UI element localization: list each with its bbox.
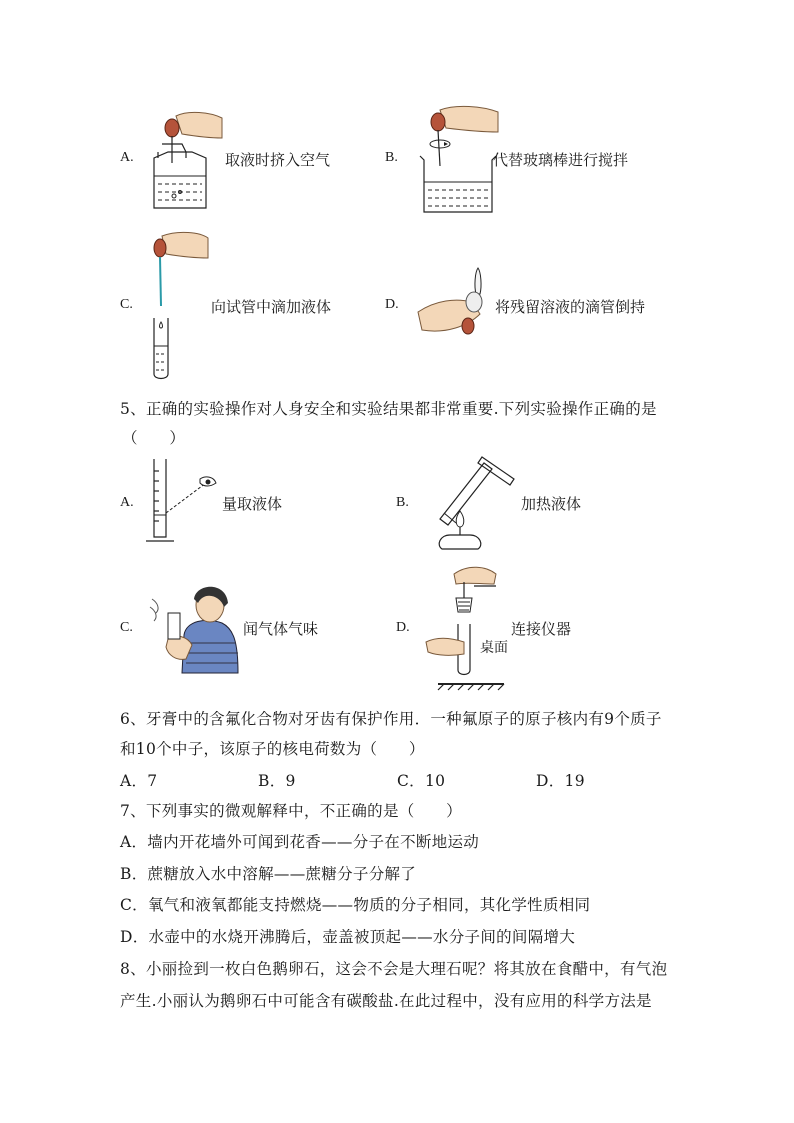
q4-option-b-letter: B. <box>385 150 398 165</box>
q5-option-a-label: 量取液体 <box>222 495 283 513</box>
q4-figure-d <box>416 264 496 344</box>
q4-option-a-letter: A. <box>120 150 134 165</box>
q4-option-a-label: 取液时挤入空气 <box>225 151 331 169</box>
q5-option-c-letter: C. <box>120 620 133 635</box>
q5-stem: 5、正确的实验操作对人身安全和实验结果都非常重要.下列实验操作正确的是 <box>120 400 657 418</box>
q5-option-b-letter: B. <box>396 495 409 510</box>
q5-option-c-label: 闻气体气味 <box>243 620 319 638</box>
q5-option-d-letter: D. <box>396 620 410 635</box>
q5-figure-a <box>144 455 224 547</box>
q7-stem: 7、下列事实的微观解释中，不正确的是（ ） <box>120 802 462 820</box>
q7-option-c: C．氧气和液氧都能支持燃烧——物质的分子相同，其化学性质相同 <box>120 896 591 914</box>
q5-figure-b <box>420 453 518 553</box>
q6-option-c: C．10 <box>397 772 446 790</box>
q7-option-a: A．墙内开花墙外可闻到花香——分子在不断地运动 <box>120 833 480 851</box>
q4-option-c-label: 向试管中滴加液体 <box>211 298 332 316</box>
q7-option-d: D．水壶中的水烧开沸腾后，壶盖被顶起——水分子间的间隔增大 <box>120 928 576 946</box>
q7-option-b: B．蔗糖放入水中溶解——蔗糖分子分解了 <box>120 865 417 883</box>
q5-option-d-label: 连接仪器 <box>511 620 572 638</box>
q8-stem-line1: 8、小丽捡到一枚白色鹅卵石，这会不会是大理石呢？将其放在食醋中，有气泡 <box>120 960 668 978</box>
q6-stem-line1: 6、牙膏中的含氟化合物对牙齿有保护作用．一种氟原子的原子核内有9个质子 <box>120 710 662 728</box>
q5-answer-paren: （ ） <box>122 429 186 447</box>
q4-figure-a <box>148 108 228 213</box>
q4-figure-c <box>148 228 218 383</box>
q4-option-b-label: 代替玻璃棒进行搅拌 <box>493 151 629 169</box>
q8-stem-line2: 产生.小丽认为鹅卵石中可能含有碳酸盐.在此过程中，没有应用的科学方法是 <box>120 992 652 1010</box>
q5-figure-c <box>146 573 242 675</box>
q6-option-a: A．7 <box>120 772 158 790</box>
q4-option-c-letter: C. <box>120 297 133 312</box>
q5-option-a-letter: A. <box>120 495 134 510</box>
q6-option-b: B．9 <box>258 772 296 790</box>
q4-option-d-label: 将残留溶液的滴管倒持 <box>495 298 646 316</box>
q4-option-d-letter: D. <box>385 297 399 312</box>
q5-figure-d <box>424 560 510 690</box>
q5-option-b-label: 加热液体 <box>521 495 582 513</box>
q6-option-d: D．19 <box>536 772 585 790</box>
q5-figure-d-desk-label: 桌面 <box>480 640 508 656</box>
q6-stem-line2: 和10个中子，该原子的核电荷数为（ ） <box>120 740 425 758</box>
